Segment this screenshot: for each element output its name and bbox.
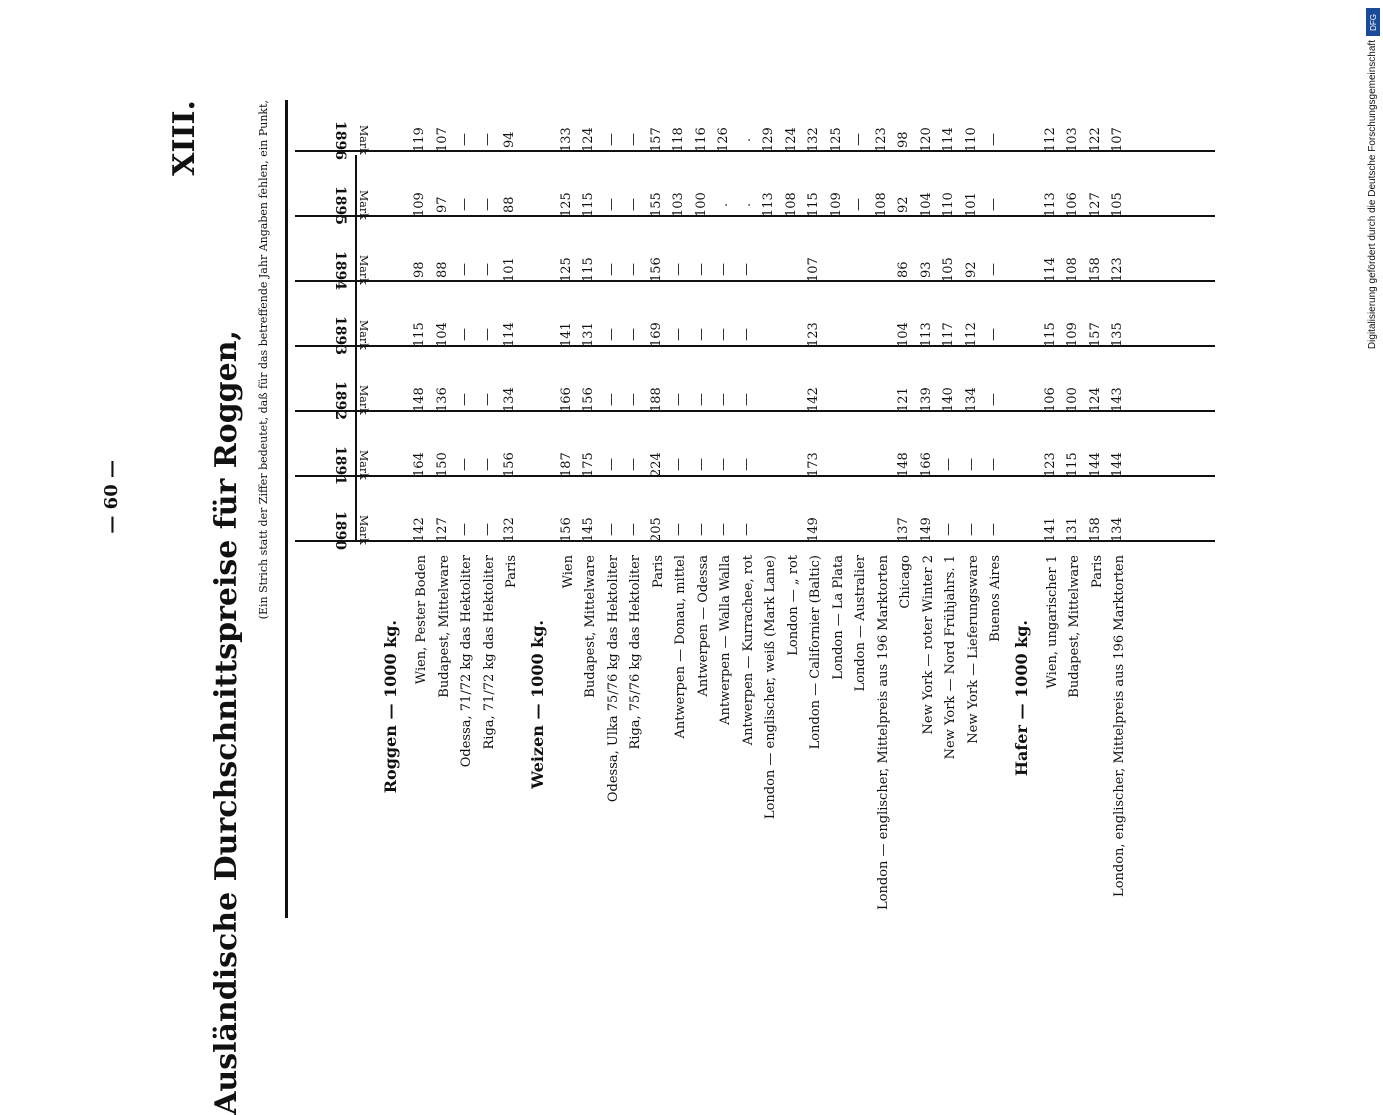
section-number: XIII. [167,100,202,176]
year-header: 1896 [332,120,348,160]
table-cell: — [738,458,754,472]
table-cell: — [716,328,731,342]
table-cell: — [671,393,686,407]
table-cell: 114 [941,127,956,153]
table-cell: 92 [896,196,911,214]
table-cell: 104 [896,322,911,348]
table-cell: 156 [648,257,664,283]
table-cell: 98 [896,131,911,149]
table-cell: . [716,202,731,208]
table-cell: 142 [412,517,427,543]
table-cell: — [457,523,472,537]
table-cell: 109 [412,192,427,218]
table-cell: 104 [434,322,450,348]
table-cell: — [626,523,641,537]
table-cell: 140 [941,387,956,413]
table-cell: 188 [648,387,664,413]
table-cell: 122 [1087,127,1103,153]
table-cell: 155 [648,192,664,218]
table-cell: — [603,133,619,147]
table-cell: 109 [1065,322,1080,348]
table-cell: 144 [1087,452,1103,478]
table-cell: 124 [783,127,799,153]
table-cell: 126 [716,127,731,153]
table-cell: 115 [581,192,596,218]
table-cell: 158 [1087,517,1103,543]
table-cell: — [626,393,641,407]
table-cell: 166 [918,452,934,478]
table-cell: — [693,328,709,342]
table-cell: 134 [1110,517,1125,543]
table-cell: — [716,263,731,277]
table-cell: — [738,523,754,537]
table-cell: 107 [806,257,821,283]
table-cell: . [738,137,754,143]
table-cell: 131 [581,322,596,348]
price-table [285,100,1220,920]
table-cell: — [986,263,1001,277]
table-cell: 156 [502,452,517,478]
table-cell: 136 [434,387,450,413]
table-cell: 148 [412,387,427,413]
table-cell: 112 [963,322,979,348]
table-cell: — [716,393,731,407]
table-cell: — [716,458,731,472]
table-cell: 106 [1042,387,1058,413]
table-cell: 113 [918,322,934,348]
table-cell: 149 [806,517,821,543]
section-heading: Hafer — 1000 kg. [1011,620,1031,777]
table-cell: 123 [873,127,889,153]
row-label: Paris [504,555,519,588]
table-cell: 132 [806,127,821,153]
table-cell: 156 [558,517,574,543]
table-cell: 134 [963,387,979,413]
table-cell: — [671,263,686,277]
table-cell: 135 [1110,322,1125,348]
table-cell: 115 [1065,452,1080,478]
table-cell: 115 [806,192,821,218]
table-cell: — [941,458,956,472]
table-cell: — [603,263,619,277]
table-cell: — [457,263,472,277]
row-label: Odessa, Ulka 75/76 kg das Hektoliter [605,555,621,803]
row-label: Budapest, Mittelware [1067,555,1082,698]
table-cell: 123 [1110,257,1125,283]
table-cell: — [457,393,472,407]
table-cell: 169 [648,322,664,348]
table-cell: 205 [648,517,664,543]
table-cell: — [479,263,495,277]
table-cell: 125 [558,192,574,218]
table-cell: 116 [693,127,709,153]
table-cell: — [941,523,956,537]
table-cell: . [738,202,754,208]
table-cell: — [603,523,619,537]
table-border-left [285,100,288,918]
row-label: Paris [1089,555,1105,588]
table-cell: 108 [1065,257,1080,283]
table-cell: — [738,328,754,342]
row-label: Antwerpen — Walla Walla [718,555,733,725]
table-cell: — [671,458,686,472]
table-cell: 97 [434,196,450,214]
row-label: New York — Lieferungsware [965,555,981,744]
table-cell: 157 [1087,322,1103,348]
table-cell: 137 [896,517,911,543]
unit-label: Mark [357,255,370,285]
row-label: Antwerpen — Donau, mittel [673,555,688,739]
row-label: Wien [560,555,576,589]
table-cell: 100 [1065,387,1080,413]
table-cell: — [986,133,1001,147]
unit-label: Mark [357,125,370,155]
table-cell: — [986,198,1001,212]
table-cell: 124 [1087,387,1103,413]
row-label: Chicago [898,555,913,609]
table-cell: 123 [806,322,821,348]
table-cell: 88 [502,196,517,214]
table-cell: 103 [1065,127,1080,153]
table-cell: — [693,393,709,407]
table-cell: — [626,198,641,212]
table-cell: 121 [896,387,911,413]
row-label: Antwerpen — Odessa [695,555,711,697]
table-cell: — [626,328,641,342]
unit-label: Mark [357,385,370,415]
row-label: Riga, 75/76 kg das Hektoliter [628,555,643,750]
table-cell: 119 [412,127,427,153]
row-label: Antwerpen — Kurrachee, rot [740,555,756,746]
table-cell: 88 [434,261,450,279]
table-cell: — [603,328,619,342]
table-cell: — [716,523,731,537]
table-cell: 103 [671,192,686,218]
table-cell: — [963,458,979,472]
table-cell: 123 [1042,452,1058,478]
table-cell: 113 [761,192,776,218]
table-cell: — [671,523,686,537]
table-cell: — [626,458,641,472]
table-cell: 118 [671,127,686,153]
table-cell: — [986,523,1001,537]
table-cell: 124 [581,127,596,153]
table-cell: — [693,458,709,472]
table-cell: 139 [918,387,934,413]
table-cell: 187 [558,452,574,478]
table-cell: 117 [941,322,956,348]
table-cell: — [738,393,754,407]
table-cell: 141 [1042,517,1058,543]
table-cell: 164 [412,452,427,478]
row-label: London, englischer, Mittelpreis aus 196 Marktorten [1112,555,1127,897]
page-number: — 60 — [101,460,122,534]
row-label: New York — roter Winter 2 [920,555,936,735]
row-label: Budapest, Mittelware [583,555,598,698]
table-cell: 114 [1042,257,1058,283]
table-cell: 107 [434,127,450,153]
unit-label: Mark [357,190,370,220]
table-cell: 110 [963,127,979,153]
section-heading: Weizen — 1000 kg. [527,620,547,789]
table-cell: 224 [648,452,664,478]
table-cell: 93 [918,261,934,279]
table-cell: 150 [434,452,450,478]
row-label: Riga, 71/72 kg das Hektoliter [481,555,497,750]
unit-label: Mark [357,450,370,480]
table-cell: 145 [581,517,596,543]
section-heading: Roggen — 1000 kg. [381,620,400,794]
table-cell: — [626,133,641,147]
table-cell: — [479,133,495,147]
table-cell: — [457,458,472,472]
table-cell: 94 [502,131,517,149]
unit-label: Mark [357,515,370,545]
table-cell: — [963,523,979,537]
table-cell: — [479,458,495,472]
table-cell: 166 [558,387,574,413]
table-cell: — [603,458,619,472]
table-cell: 127 [1087,192,1103,218]
table-cell: — [851,198,866,212]
digitization-note: Digitalisierung gefördert durch die Deutsche Forschungsgemeinschaft [1367,40,1378,350]
page-title: Ausländische Durchschnittspreise für Roggen, [209,330,244,1115]
table-cell: — [671,328,686,342]
row-label: London — La Plata [830,555,846,680]
table-cell: 113 [1042,192,1058,218]
table-cell: 100 [693,192,709,218]
table-cell: — [479,198,495,212]
table-cell: 114 [502,322,517,348]
year-header: 1893 [332,315,348,355]
table-cell: 142 [806,387,821,413]
table-cell: 132 [502,517,517,543]
row-label: London — „ rot [785,555,801,656]
table-cell: 115 [581,257,596,283]
table-cell: 105 [941,257,956,283]
table-cell: 156 [581,387,596,413]
dfg-logo-text: DFG [1368,13,1378,31]
table-cell: — [479,328,495,342]
table-cell: — [986,393,1001,407]
table-cell: 175 [581,452,596,478]
table-cell: 129 [761,127,776,153]
row-label: Paris [650,555,666,588]
table-cell: — [457,328,472,342]
table-cell: 105 [1110,192,1125,218]
table-cell: 141 [558,322,574,348]
table-cell: 115 [1042,322,1058,348]
table-cell: — [693,263,709,277]
row-label: Budapest, Mittelware [436,555,452,698]
table-cell: 86 [896,261,911,279]
table-cell: 109 [828,192,844,218]
table-cell: 125 [558,257,574,283]
table-cell: 120 [918,127,934,153]
row-label: Wien, ungarischer 1 [1044,555,1060,689]
page-subtitle: (Ein Strich statt der Ziffer bedeutet, daß für das betreffende Jahr Angaben fehlen, ein Punkt, [257,100,270,620]
table-cell: 115 [412,322,427,348]
table-cell: 98 [412,261,427,279]
unit-label: Mark [357,320,370,350]
table-cell: 131 [1065,517,1080,543]
row-label: New York — Nord Frühjahrs. 1 [943,555,958,760]
dfg-logo [1366,8,1380,36]
table-cell: — [986,328,1001,342]
row-label: Wien, Pester Boden [414,555,429,685]
table-cell: 149 [918,517,934,543]
row-label: London — Australier [853,555,868,692]
table-cell: — [457,133,472,147]
year-header: 1891 [332,445,348,485]
table-cell: — [986,458,1001,472]
table-cell: 144 [1110,452,1125,478]
table-cell: 127 [434,517,450,543]
table-cell: 92 [963,261,979,279]
table-cell: 157 [648,127,664,153]
table-cell: 112 [1042,127,1058,153]
table-cell: 133 [558,127,574,153]
table-cell: 107 [1110,127,1125,153]
table-cell: — [479,393,495,407]
table-cell: 173 [806,452,821,478]
table-cell: — [693,523,709,537]
row-label: London — Californier (Baltic) [808,555,823,750]
table-cell: 110 [941,192,956,218]
table-cell: 134 [502,387,517,413]
row-label: London — englischer, Mittelpreis aus 196 Marktorten [875,555,891,910]
year-header: 1895 [332,185,348,225]
table-cell: — [603,393,619,407]
row-label: Odessa, 71/72 kg das Hektoliter [459,555,474,768]
table-cell: 108 [873,192,889,218]
year-header: 1892 [332,380,348,420]
row-label: Buenos Aires [988,555,1003,642]
table-cell: 158 [1087,257,1103,283]
year-header: 1894 [332,250,348,290]
table-cell: 101 [502,257,517,283]
table-cell: — [851,133,866,147]
table-cell: — [738,263,754,277]
row-label: London — englischer, weiß (Mark Lane) [763,555,778,820]
table-cell: — [457,198,472,212]
table-cell: 106 [1065,192,1080,218]
table-cell: 101 [963,192,979,218]
table-cell: 125 [828,127,844,153]
table-cell: 104 [918,192,934,218]
year-header: 1890 [332,510,348,550]
table-cell: — [479,523,495,537]
table-cell: 143 [1110,387,1125,413]
table-cell: 148 [896,452,911,478]
table-cell: 108 [783,192,799,218]
table-cell: — [603,198,619,212]
table-cell: — [626,263,641,277]
